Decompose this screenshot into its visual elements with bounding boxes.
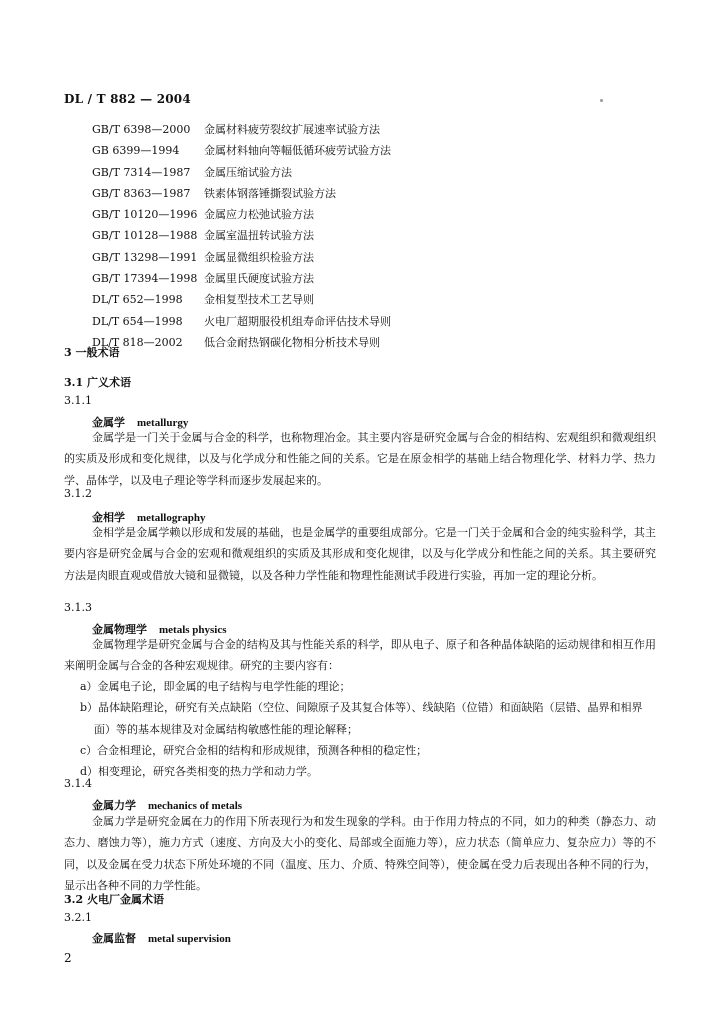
reference-title: 低合金耐热钢碳化物相分析技术导则 bbox=[204, 335, 380, 349]
standard-header: DL / T 882 — 2004 bbox=[64, 92, 191, 106]
term-title-en: metal supervision bbox=[148, 933, 231, 945]
term-title-zh: 金相学 bbox=[92, 511, 125, 524]
term-definition: 金属物理学是研究金属与合金的结构及其与性能关系的科学，即从电子、原子和各种晶体缺陷的运动规律和相互作用来阐明金属与合金的各种宏观规律。研究的主要内容有： bbox=[64, 638, 656, 673]
term-title-en: metallurgy bbox=[137, 417, 189, 429]
reference-list bbox=[92, 119, 391, 353]
term-definition: 金属力学是研究金属在力的作用下所表现行为和发生现象的学科。由于作用力特点的不同，如力的种类（静态力、动态力、磨蚀力等），施力方式（速度、方向及大小的变化、局部或全面施力等），应力状态（简单应力、复杂应力）等的不同，以及金属在受力状态下所处环境的不同（温度、压力、介质、特殊空间等），使金属在受力后表现出各种不同的行为，显示出各种不同的力学性能。 bbox=[64, 815, 656, 892]
term-item-list bbox=[80, 676, 656, 782]
reference-title: 火电厂超期服役机组寿命评估技术导则 bbox=[204, 314, 391, 328]
reference-item bbox=[92, 311, 391, 332]
reference-item bbox=[92, 289, 391, 310]
term-definition: 金属学是一门关于金属与合金的科学，也称物理冶金。其主要内容是研究金属与合金的相结构、宏观组织和微观组织的实质及形成和变化规律，以及与化学成分和性能之间的关系。它是在原金相学的基础上结合物理化学、材料力学、热力学、晶体学，以及电子理论等学科而逐步发展起来的。 bbox=[64, 431, 656, 487]
reference-title: 金属压缩试验方法 bbox=[204, 165, 292, 179]
term-definition: 金相学是金属学赖以形成和发展的基础，也是金属学的重要组成部分。它是一门关于金属和合金的纯实验科学，其主要内容是研究金属与合金的宏观和微观组织的实质及其形成和变化规律，以及与化学成分和性能之间的关系。其主要研究方法是肉眼直观或借放大镜和显微镜，以及各种力学性能和物理性能测试手段进行实验，再加一定的理论分析。 bbox=[64, 526, 656, 582]
term-title bbox=[92, 930, 231, 946]
reference-code: GB/T 10128—1988 bbox=[92, 229, 198, 243]
term-title-zh: 金属物理学 bbox=[92, 623, 147, 636]
reference-code: GB/T 17394—1998 bbox=[92, 272, 198, 286]
section-heading-3-2: 3.2 火电厂金属术语 bbox=[64, 893, 164, 906]
reference-code: GB/T 7314—1987 bbox=[92, 165, 191, 179]
reference-item bbox=[92, 140, 391, 161]
list-item: d）相变理论，研究各类相变的热力学和动力学。 bbox=[80, 765, 319, 779]
reference-code: GB/T 10120—1996 bbox=[92, 208, 198, 222]
reference-item bbox=[92, 204, 391, 225]
reference-item bbox=[92, 162, 391, 183]
term-number: 3.1.1 bbox=[64, 394, 92, 407]
reference-item bbox=[92, 247, 391, 268]
term-title-en: mechanics of metals bbox=[148, 800, 243, 812]
term-number: 3.1.3 bbox=[64, 601, 92, 614]
list-item: c）合金相理论，研究合金相的结构和形成规律，预测各种相的稳定性； bbox=[80, 743, 428, 757]
reference-item bbox=[92, 225, 391, 246]
reference-item bbox=[92, 183, 391, 204]
reference-title: 金属里氏硬度试验方法 bbox=[204, 272, 314, 286]
term-title-en: metals physics bbox=[159, 624, 227, 636]
reference-item bbox=[92, 268, 391, 289]
reference-code: GB/T 13298—1991 bbox=[92, 250, 198, 264]
reference-title: 金属室温扭转试验方法 bbox=[204, 229, 314, 243]
reference-item bbox=[92, 119, 391, 140]
reference-item bbox=[92, 332, 391, 353]
list-item: b）晶体缺陷理论，研究有关点缺陷（空位、间隙原子及其复合体等）、线缺陷（位错）和面缺陷（层错、晶界和相界面）等的基本规律及对金属结构敏感性能的理论解释； bbox=[80, 701, 643, 736]
reference-code: DL/T 652—1998 bbox=[92, 293, 183, 307]
term-number: 3.1.2 bbox=[64, 487, 92, 500]
reference-title: 金属应力松弛试验方法 bbox=[204, 208, 314, 222]
page-number: 2 bbox=[64, 951, 72, 965]
scan-mark bbox=[600, 99, 603, 102]
reference-code: GB/T 6398—2000 bbox=[92, 123, 191, 136]
reference-title: 铁素体钢落锤撕裂试验方法 bbox=[204, 186, 336, 200]
term-title-zh: 金属力学 bbox=[92, 799, 136, 812]
reference-code: GB/T 8363—1987 bbox=[92, 186, 191, 200]
reference-title: 金属材料疲劳裂纹扩展速率试验方法 bbox=[204, 123, 380, 136]
term-title-en: metallography bbox=[137, 512, 206, 524]
reference-title: 金相复型技术工艺导则 bbox=[204, 293, 314, 307]
section-heading-3: 3 一般术语 bbox=[64, 346, 120, 359]
reference-title: 金属显微组织检验方法 bbox=[204, 250, 314, 264]
reference-code: DL/T 654—1998 bbox=[92, 314, 183, 328]
list-item: a）金属电子论，即金属的电子结构与电学性能的理论； bbox=[80, 680, 351, 693]
term-title-zh: 金属学 bbox=[92, 416, 125, 429]
reference-title: 金属材料轴向等幅低循环疲劳试验方法 bbox=[204, 144, 391, 158]
term-number: 3.2.1 bbox=[64, 911, 92, 924]
reference-code: GB 6399—1994 bbox=[92, 144, 180, 158]
term-number: 3.1.4 bbox=[64, 777, 92, 790]
term-title-zh: 金属监督 bbox=[92, 932, 136, 945]
section-heading-3-1: 3.1 广义术语 bbox=[64, 376, 131, 389]
reference-code: DL/T 818—2002 bbox=[92, 335, 183, 349]
